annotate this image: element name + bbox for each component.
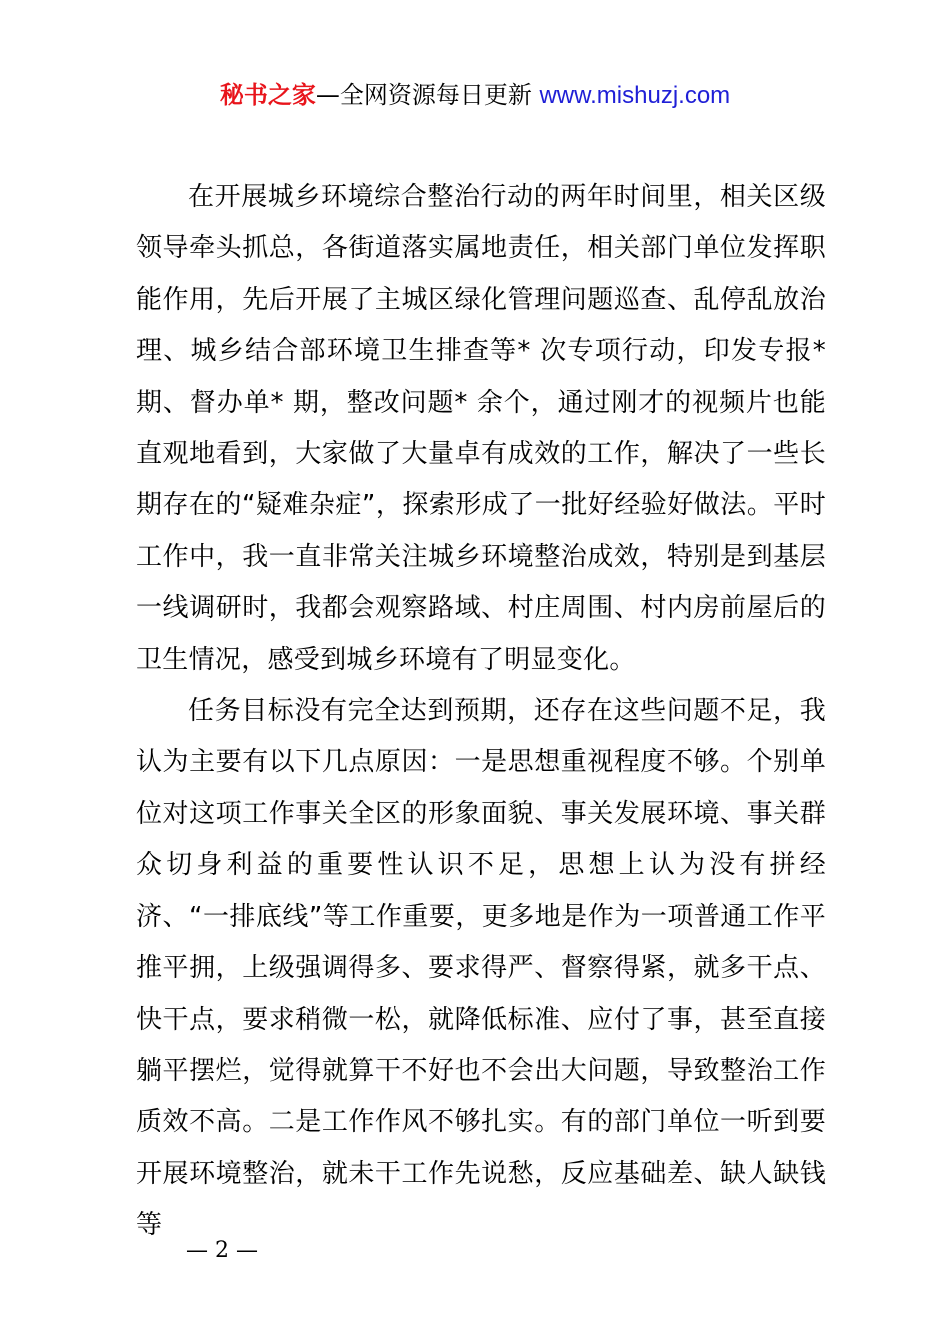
page-number: — 2 — bbox=[186, 1238, 258, 1263]
paragraph: 在开展城乡环境综合整治行动的两年时间里，相关区级领导牵头抓总，各街道落实属地责任，相关部门单位发挥职能作用，先后开展了主城区绿化管理问题巡查、乱停乱放治理、城乡结合部环境卫生排查等* 次专项行动，印发专报* 期、督办单* 期，整改问题* 余个，通过刚才的视频片也能直观地看到，大家做了大量卓有成效的工作，解决了一些长期存在的“疑难杂症”，探索形成了一批好经验好做法。平时工作中，我一直非常关注城乡环境整治成效，特别是到基层一线调研时，我都会观察路域、村庄周围、村内房前屋后的卫生情况，感受到城乡环境有了明显变化。 bbox=[136, 182, 826, 675]
document-body bbox=[136, 172, 826, 1252]
brand-name: 秘书之家 bbox=[219, 81, 316, 109]
paragraph: 任务目标没有完全达到预期，还存在这些问题不足，我认为主要有以下几点原因：一是思想重视程度不够。个别单位对这项工作事关全区的形象面貌、事关发展环境、事关群众切身利益的重要性认识不足，思想上认为没有拼经济、“一排底线”等工作重要，更多地是作为一项普通工作平推平拥，上级强调得多、要求得严、督察得紧，就多干点、快干点，要求稍微一松，就降低标准、应付了事，甚至直接躺平摆烂，觉得就算干不好也不会出大问题，导致整治工作质效不高。二是工作作风不够扎实。有的部门单位一听到要开展环境整治，就未干工作先说愁，反应基础差、缺人缺钱等 bbox=[136, 696, 826, 1241]
site-header bbox=[0, 78, 950, 113]
site-url-link[interactable]: www.mishuzj.com bbox=[539, 82, 731, 109]
header-tagline: —全网资源每日更新 bbox=[315, 81, 532, 109]
